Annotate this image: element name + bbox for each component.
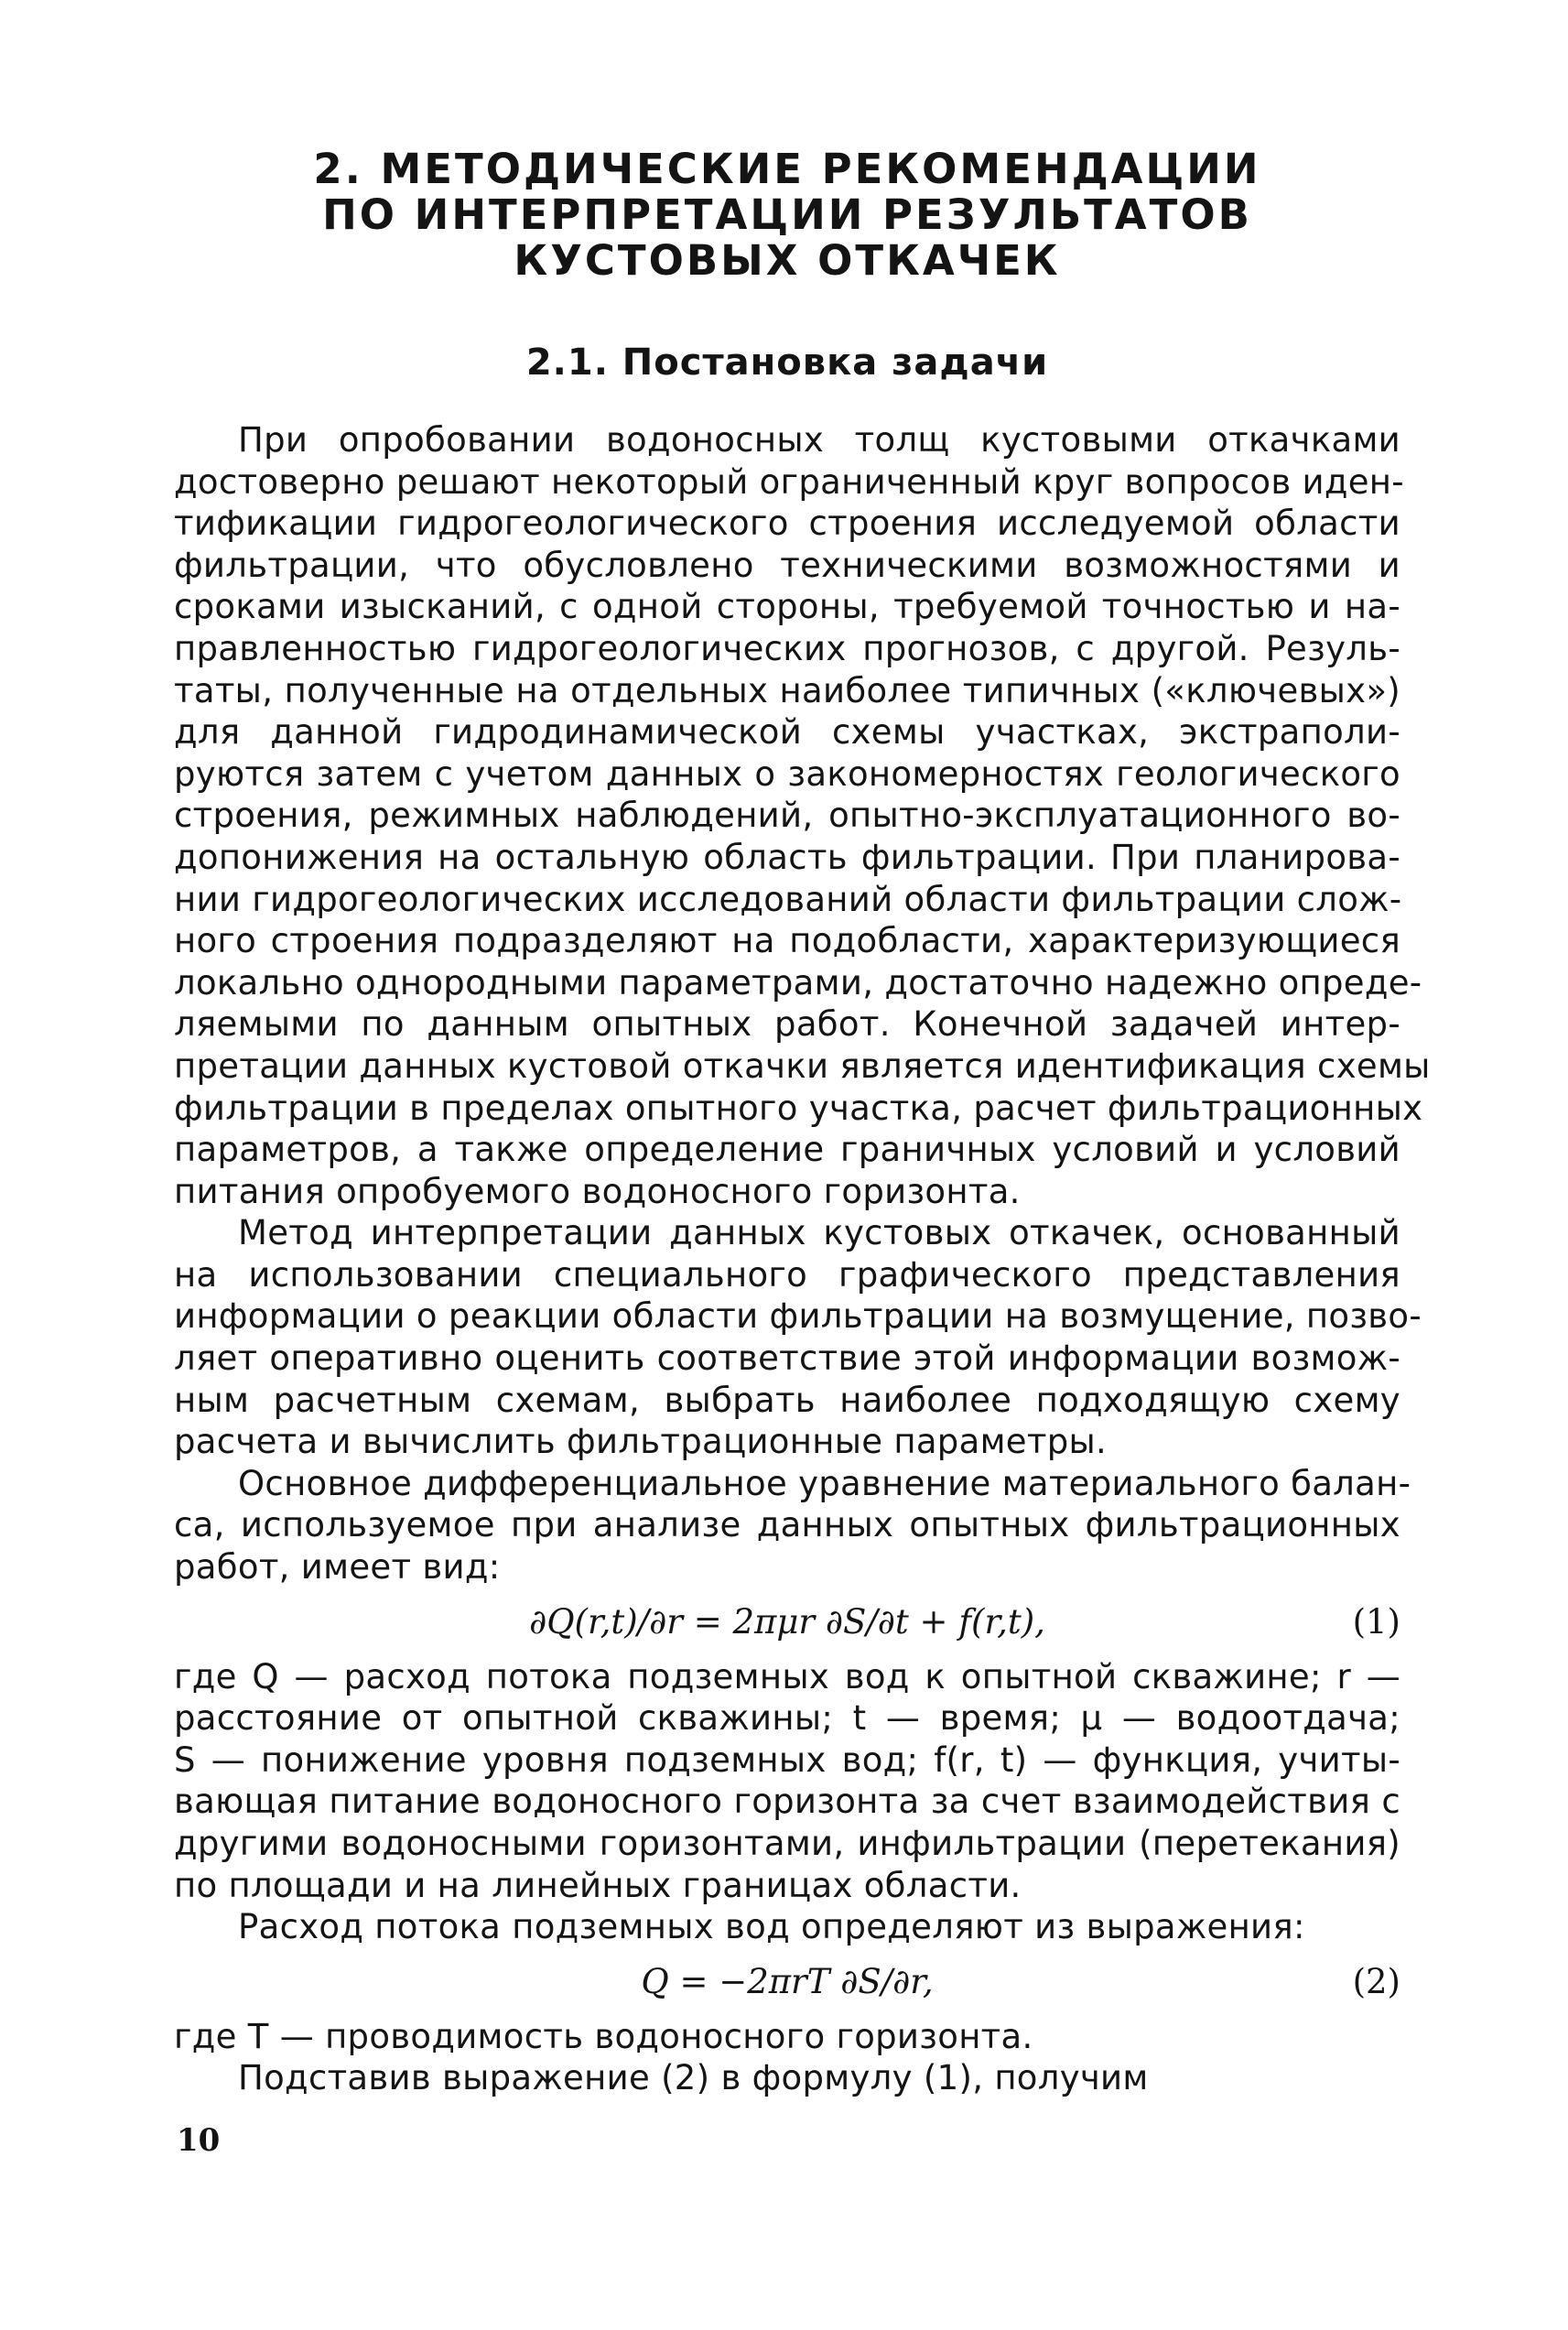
chapter-heading-line-3: КУСТОВЫХ ОТКАЧЕК <box>514 236 1061 285</box>
text-line: достоверно решают некоторый ограниченный круг вопросов иден- <box>174 461 1404 502</box>
text-line: са, используемое при анализе данных опытных фильтрационных <box>174 1505 1400 1545</box>
text-line: расстояние от опытной скважины; t — время; μ — водоотдача; <box>174 1698 1400 1739</box>
text-line: фильтрации в пределах опытного участка, расчет фильтрационных <box>174 1088 1423 1128</box>
formula-2-expression: Q = −2πrT ∂S/∂r, <box>641 1961 934 2001</box>
text-line: для данной гидродинамической схемы участках, экстраполи- <box>174 712 1400 753</box>
text-line: нии гидрогеологических исследований области фильтрации слож- <box>174 879 1402 919</box>
text-line: Основное дифференциальное уравнение материального балан- <box>238 1463 1411 1503</box>
paragraph-2 <box>174 1212 1422 1463</box>
text-line: правленностью гидрогеологических прогнозов, с другой. Резуль- <box>174 628 1400 668</box>
text-line: строения, режимных наблюдений, опытно-эксплуатационного во- <box>174 796 1400 836</box>
formula-1-number: (1) <box>1352 1601 1400 1642</box>
paragraph-4 <box>174 1656 1400 1907</box>
text-line: вающая питание водоносного горизонта за счет взаимодействия с <box>174 1782 1400 1822</box>
text-line: сроками изысканий, с одной стороны, требуемой точностью и на- <box>174 587 1400 627</box>
text-line: руются затем с учетом данных о закономерностях геологического <box>174 753 1400 794</box>
text-line: ляет оперативно оценить соответствие этой информации возмож- <box>174 1338 1400 1379</box>
text-line: Расход потока подземных вод определяют из выражения: <box>238 1907 1305 1947</box>
text-line: информации о реакции области фильтрации на возмущение, позво- <box>174 1296 1422 1337</box>
text-line: работ, имеет вид: <box>174 1547 501 1588</box>
chapter-heading-line-1: 2. МЕТОДИЧЕСКИЕ РЕКОМЕНДАЦИИ <box>313 145 1261 193</box>
formula-1-expression: ∂Q(r,t)/∂r = 2πμr ∂S/∂t + f(r,t), <box>529 1601 1045 1642</box>
chapter-heading <box>174 146 1400 284</box>
text-line: Подставив выражение (2) в формулу (1), получим <box>238 2058 1149 2098</box>
formula-2-number: (2) <box>1352 1961 1400 2001</box>
text-line: расчета и вычислить фильтрационные параметры. <box>174 1422 1108 1462</box>
paragraph-3 <box>174 1463 1411 1588</box>
text-line: на использовании специального графического представления <box>174 1254 1400 1295</box>
section-heading: 2.1. Постановка задачи <box>525 341 1049 384</box>
text-line: локально однородными параметрами, достаточно надежно опреде- <box>174 962 1422 1002</box>
page-body <box>174 145 1431 2099</box>
paragraph-6 <box>174 2016 1400 2058</box>
text-line: по площади и на линейных границах области. <box>174 1865 1022 1905</box>
chapter-heading-line-2: ПО ИНТЕРПРЕТАЦИИ РЕЗУЛЬТАТОВ <box>322 190 1252 239</box>
text-line: претации данных кустовой откачки является идентификация схемы <box>174 1046 1431 1086</box>
text-line: При опробовании водоносных толщ кустовыми откачками <box>238 420 1400 460</box>
text-line: фильтрации, что обусловлено техническими возможностями и <box>174 545 1400 585</box>
text-line: таты, полученные на отдельных наиболее типичных («ключевых») <box>174 670 1400 710</box>
text-line: Метод интерпретации данных кустовых откачек, основанный <box>238 1213 1400 1253</box>
text-line: где Q — расход потока подземных вод к опытной скважине; r — <box>174 1656 1400 1696</box>
text-line: параметров, а также определение граничных условий и условий <box>174 1130 1400 1170</box>
text-line: ным расчетным схемам, выбрать наиболее подходящую схему <box>174 1380 1400 1420</box>
page-number: 10 <box>177 2122 221 2159</box>
text-line: тификации гидрогеологического строения исследуемой области <box>174 504 1400 544</box>
formula-2 <box>174 1948 1400 2016</box>
text-line: допонижения на остальную область фильтрации. При планирова- <box>174 837 1400 877</box>
paragraph-1 <box>174 419 1431 1212</box>
text-line: где T — проводимость водоносного горизонта. <box>174 2016 1033 2056</box>
text-line: питания опробуемого водоносного горизонта. <box>174 1171 1021 1211</box>
paragraph-5 <box>174 1906 1400 1948</box>
paragraph-7 <box>174 2057 1400 2099</box>
formula-1 <box>174 1588 1400 1656</box>
text-line: ного строения подразделяют на подобласти, характеризующиеся <box>174 921 1400 961</box>
text-line: ляемыми по данным опытных работ. Конечной задачей интер- <box>174 1004 1400 1045</box>
text-line: S — понижение уровня подземных вод; f(r, t) — функция, учиты- <box>174 1739 1400 1780</box>
text-line: другими водоносными горизонтами, инфильтрации (перетекания) <box>174 1824 1400 1863</box>
